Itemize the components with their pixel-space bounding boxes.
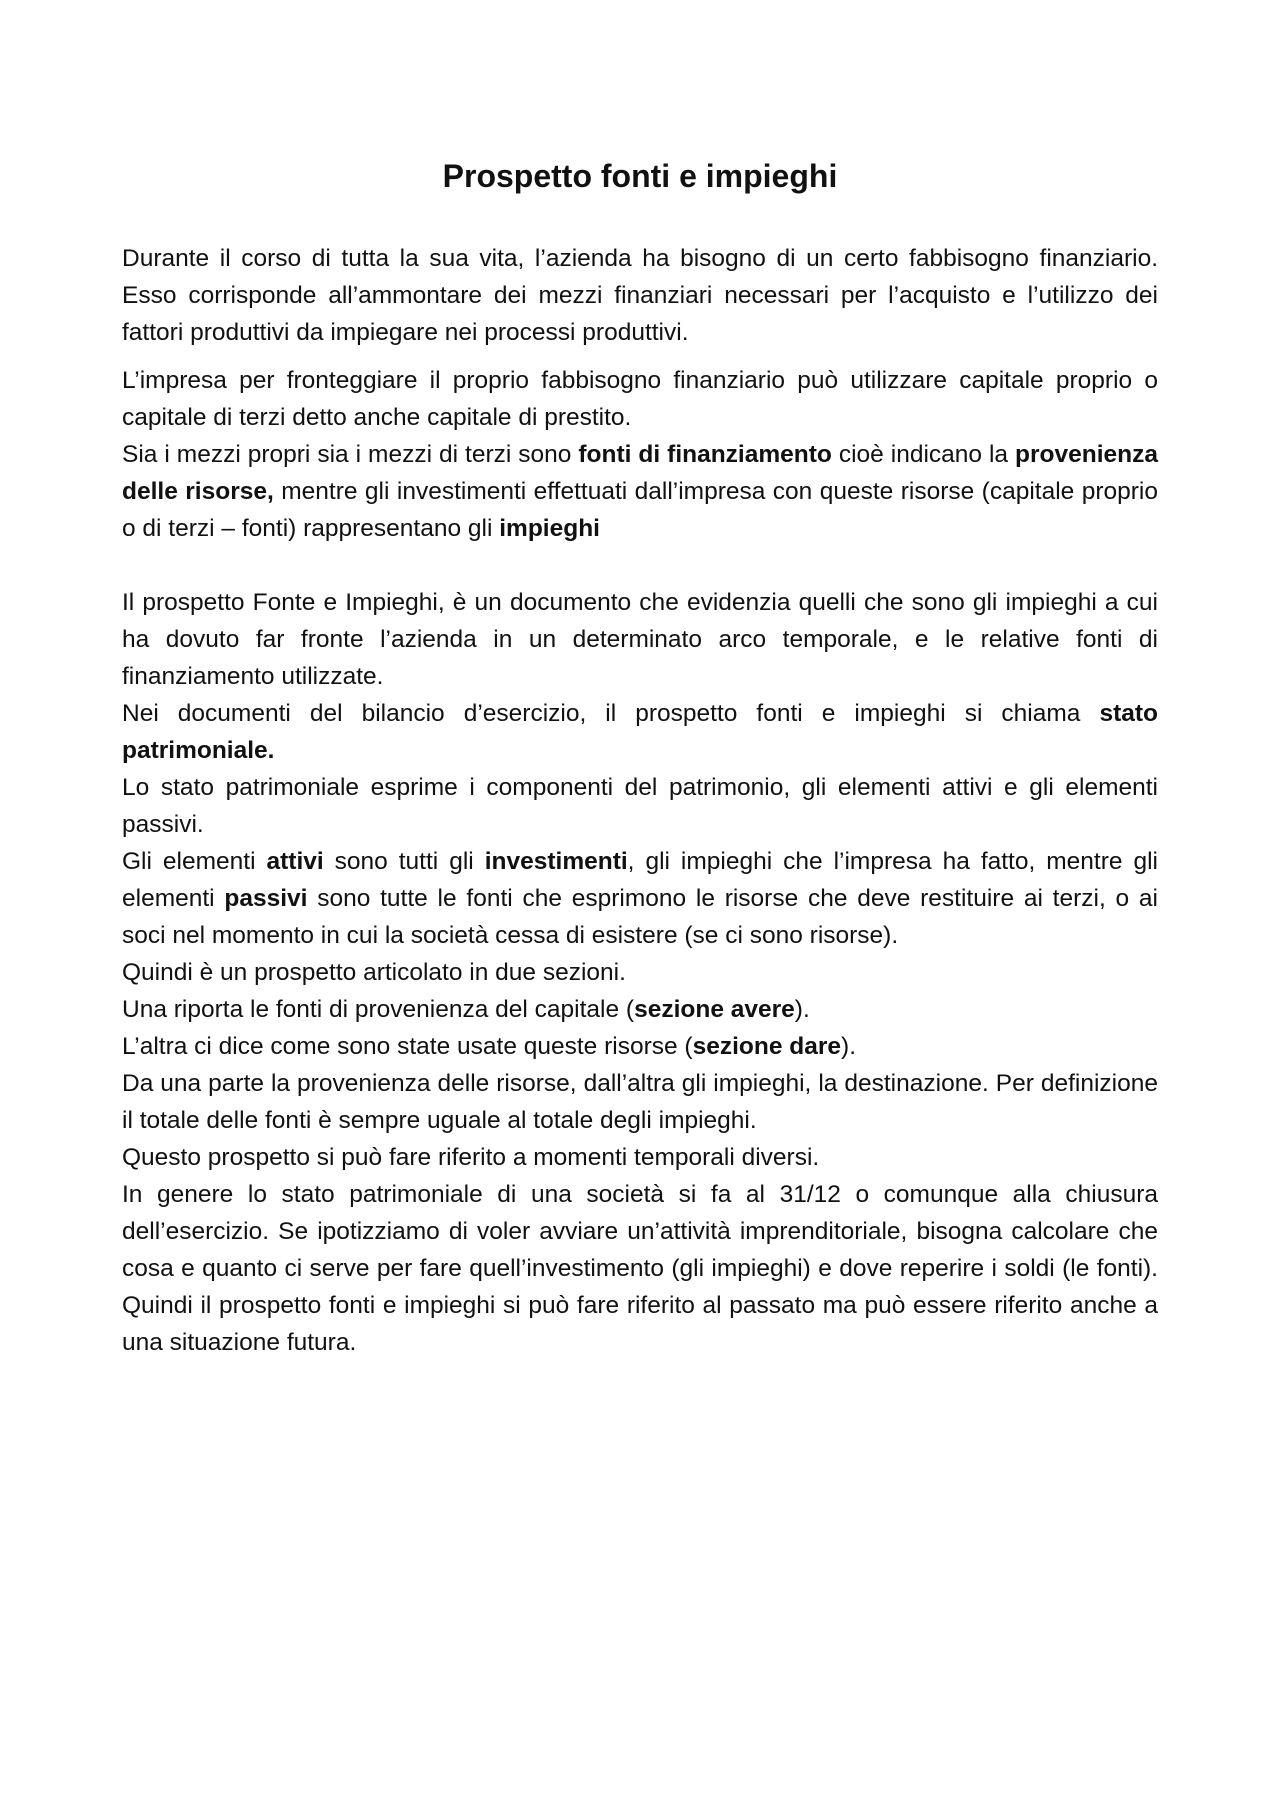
bold-term: passivi [224,885,308,912]
bold-term: sezione dare [692,1033,842,1060]
text-span: L’altra ci dice come sono state usate queste risorse ( [122,1033,693,1060]
bold-term: impieghi [499,515,600,542]
paragraph-sezione-dare [122,1028,1158,1065]
text-span: Una riporta le fonti di provenienza del capitale ( [122,996,635,1023]
document-body [122,240,1158,1361]
paragraph-capitale: L’impresa per fronteggiare il proprio fabbisogno finanziario può utilizzare capitale proprio o capitale di terzi detto anche capitale di prestito. [122,367,1158,431]
text-span: cioè indicano la [831,441,1016,468]
paragraph-sezioni: Quindi è un prospetto articolato in due sezioni. [122,959,626,986]
text-span: ). [841,1033,857,1060]
paragraph-bilancio [122,695,1158,769]
text-span: , gli impieghi che l’impresa ha fatto, mentre gli elementi [122,848,1159,912]
paragraph-fabbisogno: Durante il corso di tutta la sua vita, l’azienda ha bisogno di un certo fabbisogno finanziario. Esso corrisponde all’ammontare dei mezzi finanziari necessari per l’acquisto e l’utilizzo dei fattori produttivi da impiegare nei processi produttivi. [122,245,1158,346]
text-span: mentre gli investimenti effettuati dall’impresa con queste risorse (capitale proprio o di terzi – fonti) rappresentano gli [122,478,1158,542]
paragraph-stato-patrimoniale: Lo stato patrimoniale esprime i componenti del patrimonio, gli elementi attivi e gli elementi passivi. [122,774,1158,838]
paragraph-momenti: Questo prospetto si può fare riferito a momenti temporali diversi. [122,1144,820,1171]
page-title: Prospetto fonti e impieghi [442,158,838,194]
bold-term: attivi [266,848,324,875]
text-span: Sia i mezzi propri sia i mezzi di terzi sono [122,441,579,468]
paragraph-sezione-avere [122,991,1158,1028]
text-span: Nei documenti del bilancio d’esercizio, il prospetto fonti e impieghi si chiama [122,700,1100,727]
text-span: ). [794,996,810,1023]
bold-term: provenienza delle risorse, [122,441,1158,505]
bold-term: investimenti [484,848,628,875]
bold-term: sezione avere [634,996,795,1023]
text-span: Gli elementi [122,848,267,875]
bold-term: fonti di finanziamento [578,441,832,468]
paragraph-prospetto: Il prospetto Fonte e Impieghi, è un documento che evidenzia quelli che sono gli impieghi a cui ha dovuto far fronte l’azienda in un determinato arco temporale, e le relative fonti di finanziamento utilizzate. [122,589,1158,690]
text-span: sono tutte le fonti che esprimono le risorse che deve restituire ai terzi, o ai soci nel momento in cui la società cessa di esistere (se ci sono risorse). [122,885,1158,949]
paragraph-definizione: Da una parte la provenienza delle risorse, dall’altra gli impieghi, la destinazione. Per definizione il totale delle fonti è sempre uguale al totale degli impieghi. [122,1070,1158,1134]
paragraph-esempio: In genere lo stato patrimoniale di una società si fa al 31/12 o comunque alla chiusura dell’esercizio. Se ipotizziamo di voler avviare un’attività imprenditoriale, bisogna calcolare che cosa e quanto ci serve per fare quell’investimento (gli impieghi) e dove reperire i soldi (le fonti). Quindi il prospetto fonti e impieghi si può fare riferito al passato ma può essere riferito anche a una situazione futura. [122,1181,1158,1356]
text-span: sono tutti gli [323,848,485,875]
bold-term: stato patrimoniale. [122,700,1158,764]
paragraph-fonti-impieghi [122,436,1158,547]
paragraph-elementi [122,843,1158,954]
